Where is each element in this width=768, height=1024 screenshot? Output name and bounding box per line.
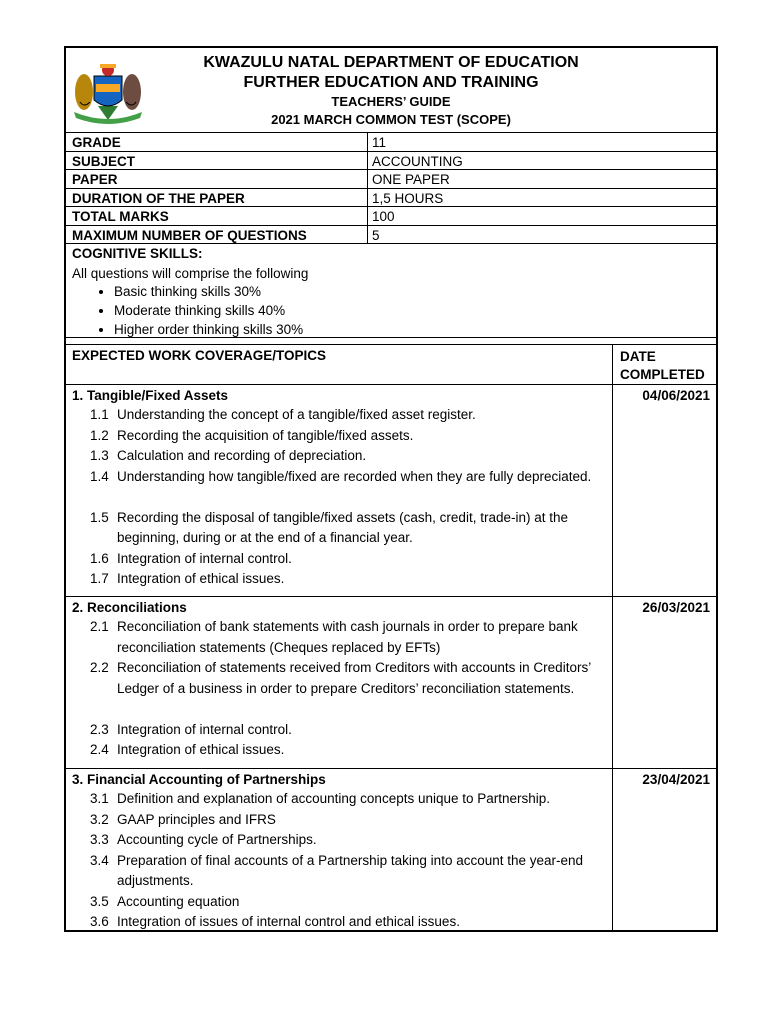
test-title: 2021 MARCH COMMON TEST (SCOPE) bbox=[271, 112, 511, 127]
date-header-line1: DATE bbox=[620, 349, 656, 364]
date-header-line2: COMPLETED bbox=[620, 367, 705, 382]
department-title: KWAZULU NATAL DEPARTMENT OF EDUCATION bbox=[203, 54, 579, 71]
topics-header: EXPECTED WORK COVERAGE/TOPICS bbox=[72, 348, 327, 363]
info-label: MAXIMUM NUMBER OF QUESTIONS bbox=[72, 227, 307, 243]
topic-title: 3. Financial Accounting of Partnerships bbox=[72, 772, 326, 787]
topic-section-partnerships bbox=[66, 768, 716, 932]
info-row-subject bbox=[66, 151, 716, 170]
topic-item bbox=[90, 789, 600, 810]
item-text: Recording the disposal of tangible/fixed assets (cash, credit, trade-in) at the beginning, during or at the end of a financial year. bbox=[117, 509, 568, 545]
topic-item bbox=[90, 851, 600, 892]
item-text: Reconciliation of statements received from Creditors with accounts in Creditors’ Ledger of a business in order to prepare Creditors’ reconciliation statements. bbox=[117, 660, 591, 696]
cognitive-item: • Higher order thinking skills 30% bbox=[114, 320, 303, 339]
item-number: 1.7 bbox=[90, 571, 109, 586]
info-row-total-marks bbox=[66, 206, 716, 225]
info-row-paper bbox=[66, 169, 716, 188]
topic-item bbox=[90, 658, 600, 699]
topic-item bbox=[90, 892, 600, 913]
topic-item bbox=[90, 810, 600, 831]
item-number: 2.2 bbox=[90, 660, 109, 675]
item-text: Accounting cycle of Partnerships. bbox=[117, 832, 317, 847]
info-row-grade bbox=[66, 132, 716, 151]
item-number: 1.1 bbox=[90, 407, 109, 422]
spacer-row bbox=[66, 337, 716, 344]
document-header bbox=[66, 48, 716, 132]
item-text: Reconciliation of bank statements with cash journals in order to prepare bank reconciliation statements (Cheques replaced by EFTs) bbox=[117, 619, 578, 655]
cognitive-item: • Basic thinking skills 30% bbox=[114, 282, 303, 301]
item-number: 1.4 bbox=[90, 468, 109, 484]
item-text: Understanding how tangible/fixed are recorded when they are fully depreciated. bbox=[117, 468, 592, 484]
item-number: 3.6 bbox=[90, 914, 109, 929]
item-text: Understanding the concept of a tangible/fixed asset register. bbox=[117, 407, 476, 422]
topic-section-fixed-assets bbox=[66, 384, 716, 596]
item-text: Integration of internal control. bbox=[117, 721, 292, 737]
date-header bbox=[620, 348, 705, 384]
item-text: Integration of ethical issues. bbox=[117, 742, 285, 757]
item-number: 2.3 bbox=[90, 721, 109, 737]
item-number: 1.6 bbox=[90, 550, 109, 566]
info-label: GRADE bbox=[72, 135, 121, 150]
info-row-duration bbox=[66, 188, 716, 207]
info-label: TOTAL MARKS bbox=[72, 209, 169, 224]
item-text: Preparation of final accounts of a Partnership taking into account the year-end adjustments. bbox=[117, 852, 584, 888]
topic-item bbox=[90, 912, 600, 933]
item-text: Accounting equation bbox=[117, 893, 240, 909]
guide-title: TEACHERS’ GUIDE bbox=[331, 94, 451, 109]
item-text: Definition and explanation of accounting concepts unique to Partnership. bbox=[117, 791, 551, 806]
item-number: 1.2 bbox=[90, 427, 109, 443]
item-number: 3.1 bbox=[90, 791, 109, 806]
topic-item bbox=[90, 508, 600, 549]
item-text: Integration of issues of internal control and ethical issues. bbox=[117, 914, 460, 929]
topic-item bbox=[90, 446, 600, 467]
item-text: Integration of internal control. bbox=[117, 550, 292, 566]
item-text: GAAP principles and IFRS bbox=[117, 811, 276, 827]
item-number: 3.3 bbox=[90, 832, 109, 847]
coverage-header-row bbox=[66, 344, 716, 384]
topic-item bbox=[90, 740, 600, 761]
topic-item bbox=[90, 405, 600, 426]
info-value: 1,5 HOURS bbox=[372, 190, 444, 206]
cognitive-heading: COGNITIVE SKILLS: bbox=[72, 246, 203, 261]
info-value: ACCOUNTING bbox=[372, 153, 463, 169]
topic-item bbox=[90, 830, 600, 851]
info-value: 11 bbox=[372, 135, 387, 150]
info-label: DURATION OF THE PAPER bbox=[72, 190, 245, 206]
item-number: 1.3 bbox=[90, 448, 109, 463]
topic-item bbox=[90, 569, 600, 590]
cognitive-list bbox=[96, 282, 303, 339]
topic-section-reconciliations bbox=[66, 596, 716, 768]
item-text: Recording the acquisition of tangible/fixed assets. bbox=[117, 427, 414, 443]
document-frame bbox=[64, 46, 718, 932]
cognitive-item: • Moderate thinking skills 40% bbox=[114, 301, 303, 320]
info-value: 100 bbox=[372, 209, 395, 224]
item-number: 3.4 bbox=[90, 852, 109, 868]
topic-item bbox=[90, 426, 600, 447]
item-number: 1.5 bbox=[90, 509, 109, 525]
topic-item bbox=[90, 720, 600, 741]
item-text: Calculation and recording of depreciation. bbox=[117, 448, 367, 463]
item-number: 2.4 bbox=[90, 742, 109, 757]
info-value: ONE PAPER bbox=[372, 172, 450, 187]
item-number: 2.1 bbox=[90, 619, 109, 634]
topic-item bbox=[90, 617, 600, 658]
info-label: PAPER bbox=[72, 172, 118, 187]
division-title: FURTHER EDUCATION AND TRAINING bbox=[243, 74, 539, 91]
item-text: Integration of ethical issues. bbox=[117, 571, 285, 586]
topic-item bbox=[90, 467, 600, 488]
cognitive-skills-block bbox=[66, 243, 716, 338]
info-value: 5 bbox=[372, 227, 380, 243]
item-number: 3.5 bbox=[90, 893, 109, 909]
info-row-max-questions bbox=[66, 225, 716, 244]
info-label: SUBJECT bbox=[72, 153, 136, 169]
topic-title: 1. Tangible/Fixed Assets bbox=[72, 388, 229, 403]
topic-date: 23/04/2021 bbox=[642, 772, 710, 787]
cognitive-intro: All questions will comprise the following bbox=[72, 266, 309, 281]
item-number: 3.2 bbox=[90, 811, 109, 827]
topic-item bbox=[90, 549, 600, 570]
topic-date: 04/06/2021 bbox=[642, 388, 710, 403]
topic-title: 2. Reconciliations bbox=[72, 600, 187, 615]
topic-date: 26/03/2021 bbox=[642, 600, 710, 615]
